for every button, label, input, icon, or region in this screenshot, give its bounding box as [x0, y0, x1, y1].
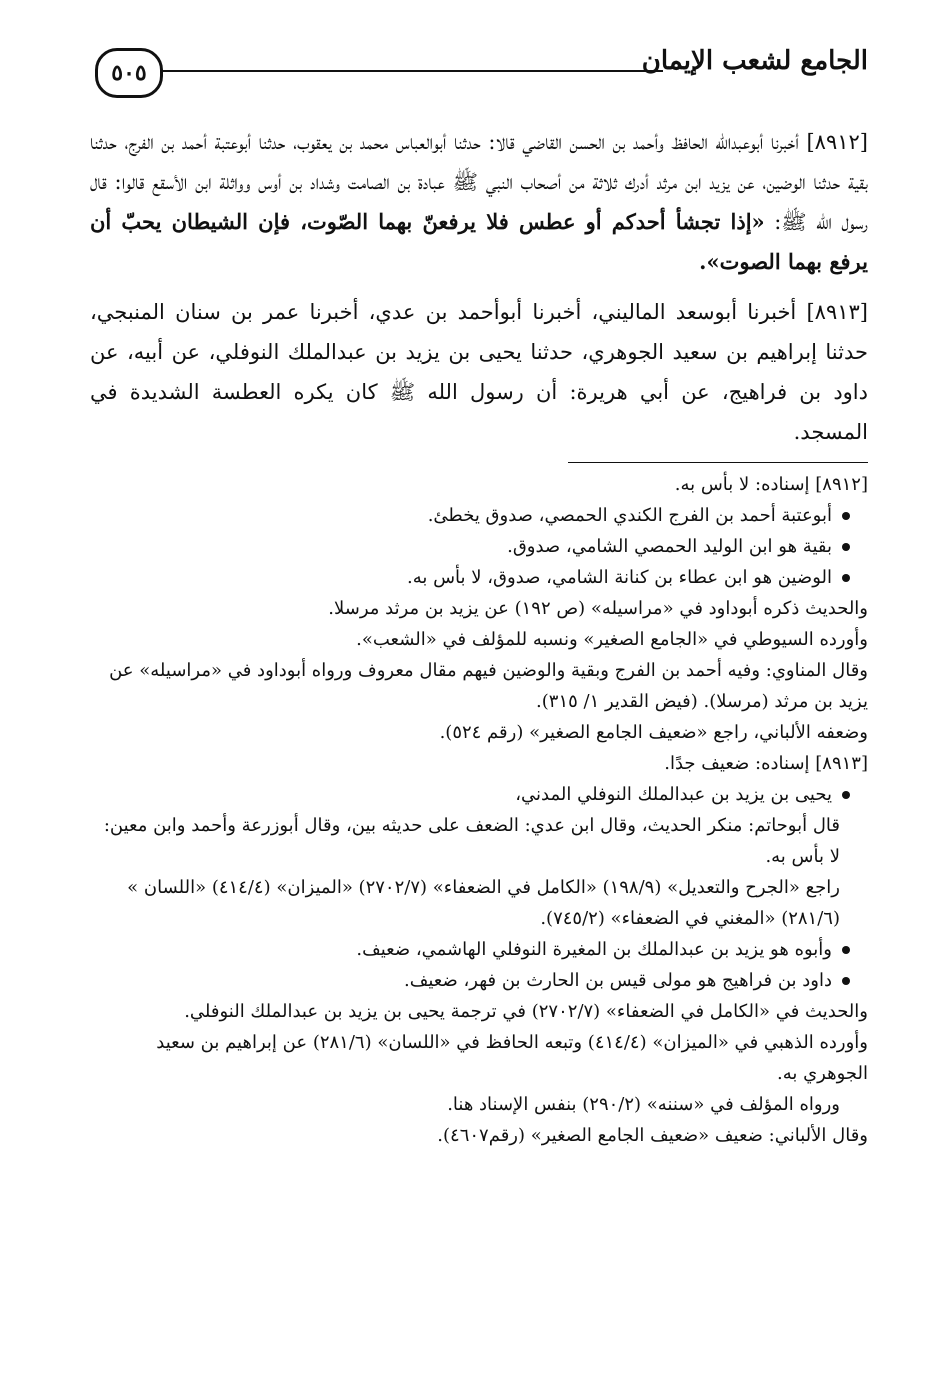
narrator-detail: قال أبوحاتم: منكر الحديث، وقال ابن عدي: الضعف على حديثه بين، وقال أبوزرعة وأحمد وابن معين: لا بأس به. [103, 815, 840, 867]
narrator-text: أبوعتبة أحمد بن الفرج الكندي الحمصي، صدوق يخطئ. [427, 505, 832, 526]
hadith-matn: أن رسول الله ﷺ كان يكره العطسة الشديدة في المسجد. [90, 380, 868, 444]
footnote-line: وقال المناوي: وفيه أحمد بن الفرج وبقية والوضين فيهم مقال معروف ورواه أبوداود في «مراسيله» عن يزيد بن مرثد (مرسلا). (فيض القدير ١/ ٣١٥). [109, 660, 868, 712]
book-page [90, 38, 868, 1358]
narrator-text: بقية هو ابن الوليد الحمصي الشامي، صدوق. [507, 536, 832, 557]
footnote-line: ورواه المؤلف في «سننه» (٢٩٠/٢) بنفس الإسناد هنا. [447, 1094, 840, 1115]
main-text [90, 122, 868, 452]
bullet-icon [832, 965, 850, 996]
hadith-number: [٨٩١٢] [806, 130, 868, 154]
narrator-bullet [90, 562, 868, 593]
header-rule [160, 70, 663, 72]
narrator-text: الوضين هو ابن عطاء بن كنانة الشامي، صدوق، لا بأس به. [406, 567, 832, 588]
bullet-icon [832, 531, 850, 562]
narrator-bullet [90, 500, 868, 531]
hadith-number: [٨٩١٣] [806, 300, 868, 324]
bullet-icon [832, 779, 850, 810]
footnote-grade: ضعيف جدًا. [664, 753, 750, 774]
narrator-text: يحيى بن يزيد بن عبدالملك النوفلي المدني، [515, 784, 832, 805]
footnote-8913-heading [90, 748, 868, 779]
hadith-matn: «إذا تجشأ أحدكم أو عطس فلا يرفعنّ بهما الصّوت، فإن الشيطان يحبّ أن يرفع بهما الصوت». [90, 209, 868, 274]
running-title: الجامع لشعب الإيمان [641, 46, 868, 76]
footnote-label: [٨٩١٣] إسناده: [755, 753, 868, 774]
footnote-line: وضعفه الألباني، راجع «ضعيف الجامع الصغير» (رقم ٥٢٤). [439, 722, 868, 743]
footnote-line: والحديث ذكره أبوداود في «مراسيله» (ص ١٩٢) عن يزيد بن مرثد مرسلا. [328, 598, 868, 619]
footnote-line: وأورده الذهبي في «الميزان» (٤١٤/٤) وتبعه الحافظ في «اللسان» (٢٨١/٦) عن إبراهيم بن سعيد الجوهري به. [156, 1032, 868, 1084]
hadith-isnad: أخبرنا أبوعبدالله الحافظ وأحمد بن الحسن القاضي قالا: حدثنا أبوالعباس محمد بن يعقوب، حدثنا أبوعتبة أحمد بن الفرج، حدثنا بقية حدثنا الوضين، عن يزيد ابن مرثد أدرك ثلاثة من أصحاب النبي ﷺ عبادة بن الصامت وشداد بن أوس وواثلة ابن الأسقع قالوا: قال رسول الله ﷺ: [90, 130, 868, 234]
hadith-8912 [90, 122, 868, 282]
narrator-text: داود بن فراهيج هو مولى قيس بن الحارث بن فهر، ضعيف. [404, 970, 832, 991]
footnote-grade: لا بأس به. [674, 474, 750, 495]
narrator-bullet [90, 531, 868, 562]
footnote-label: [٨٩١٢] إسناده: [755, 474, 868, 495]
narrator-bullet [90, 779, 868, 810]
page-header [90, 38, 868, 108]
narrator-references: راجع «الجرح والتعديل» (١٩٨/٩) «الكامل في الضعفاء» (٢٧٠٢/٧) «الميزان» (٤١٤/٤) «اللسان » (٢٨١/٦) «المغني في الضعفاء» (٧٤٥/٢). [127, 877, 840, 929]
narrator-bullet [90, 934, 868, 965]
page-number: ٥٠٥ [95, 48, 163, 98]
bullet-icon [832, 562, 850, 593]
narrator-bullet [90, 965, 868, 996]
hadith-isnad: أخبرنا أبوسعد الماليني، أخبرنا أبوأحمد بن عدي، أخبرنا عمر بن سنان المنبجي، حدثنا إبراهيم بن سعيد الجوهري، حدثنا يحيى بن يزيد بن عبدالملك النوفلي، عن أبيه، عن داود بن فراهيج، عن أبي هريرة: [90, 300, 868, 404]
narrator-text: وأبوه هو يزيد بن عبدالملك بن المغيرة النوفلي الهاشمي، ضعيف. [356, 939, 832, 960]
bullet-icon [832, 934, 850, 965]
footnote-line: وأورده السيوطي في «الجامع الصغير» ونسبه للمؤلف في «الشعب». [356, 629, 868, 650]
footnote-line: والحديث في «الكامل في الضعفاء» (٢٧٠٢/٧) في ترجمة يحيى بن يزيد بن عبدالملك النوفلي. [184, 1001, 868, 1022]
footnote-8912-heading [90, 469, 868, 500]
footnote-line: وقال الألباني: ضعيف «ضعيف الجامع الصغير» (رقم٤٦٠٧). [437, 1125, 868, 1146]
hadith-8913 [90, 292, 868, 452]
bullet-icon [832, 500, 850, 531]
footnote-separator [568, 462, 868, 463]
footnotes [90, 469, 868, 1151]
